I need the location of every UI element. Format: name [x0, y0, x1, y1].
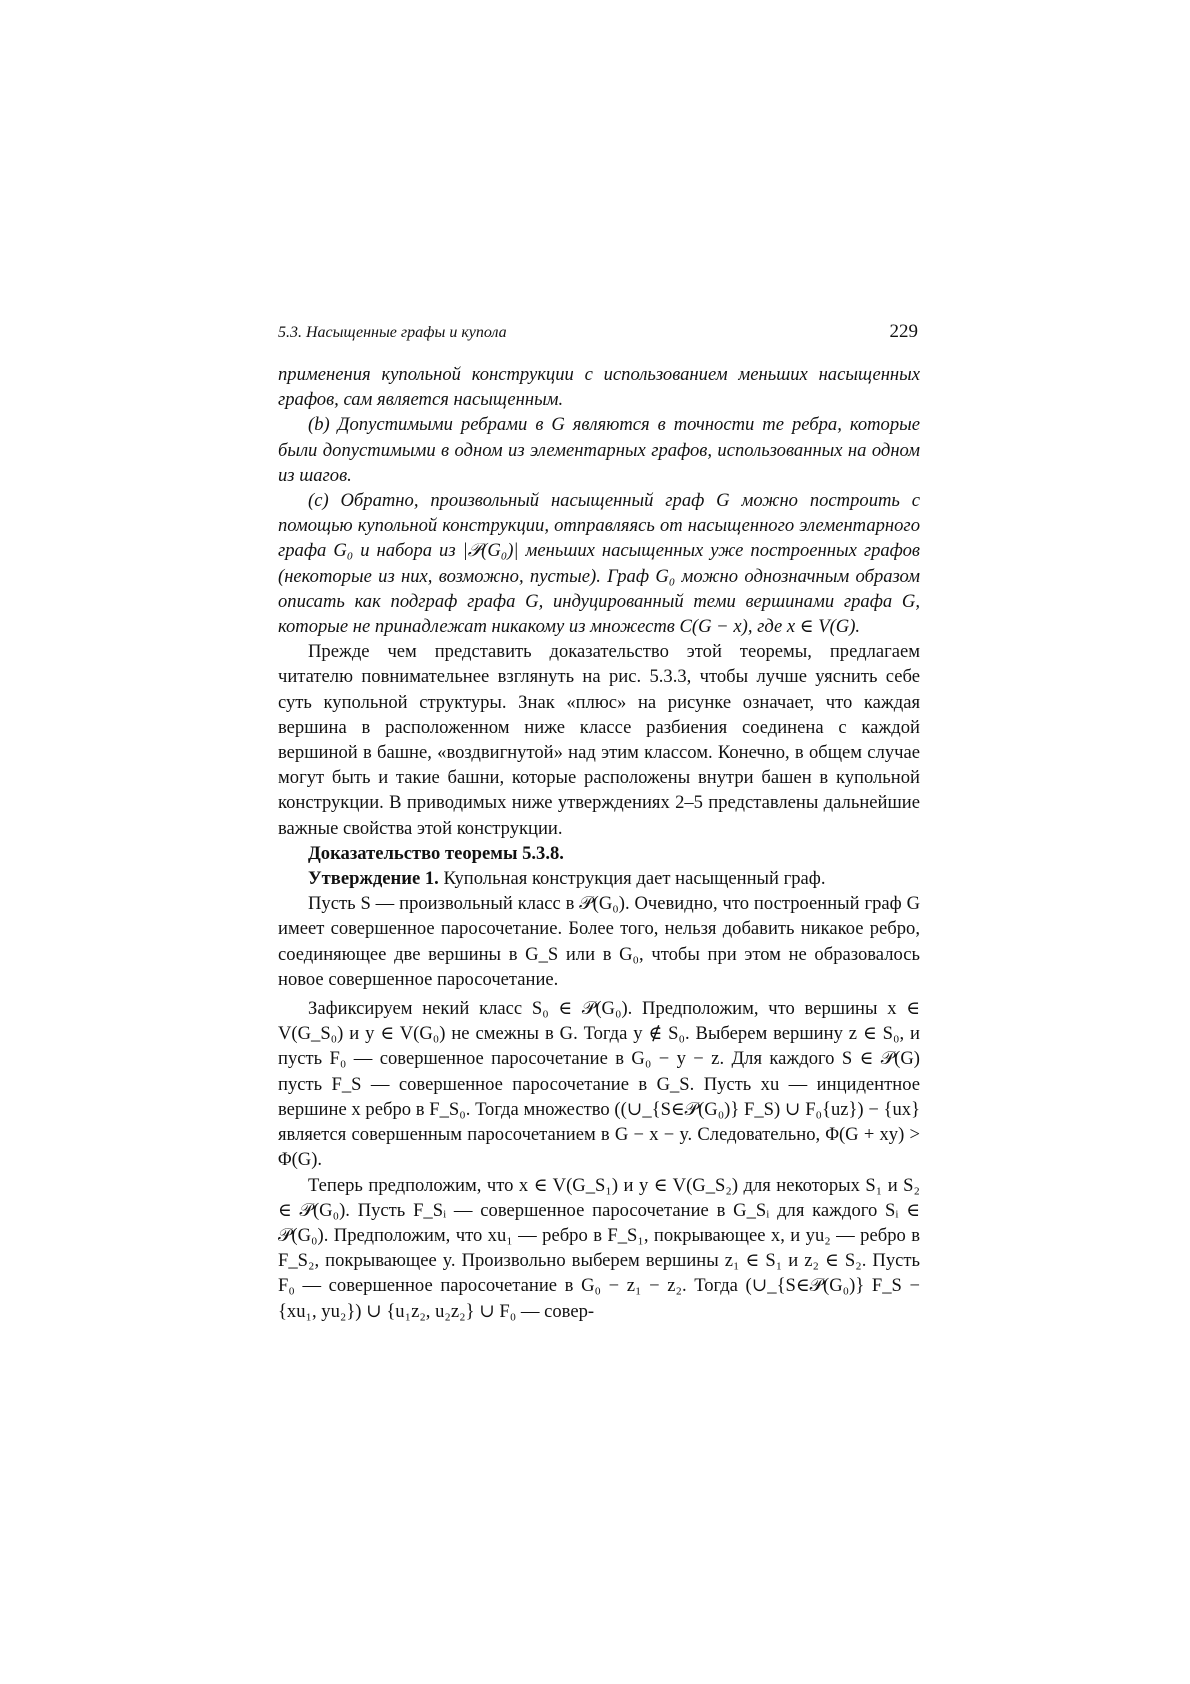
claim-1-text: Купольная конструкция дает насыщенный граф. [443, 868, 826, 890]
proof-heading: Доказательство теоремы 5.3.8. [308, 842, 564, 864]
claim-1-label: Утверждение 1. [308, 868, 439, 890]
paragraph-proof-2: Зафиксируем некий класс S₀ ∈ 𝒫(G₀). Предположим, что вершины x ∈ V(G_S₀) и y ∈ V(G₀) не смежны в G. Тогда y ∉ S₀. Выберем вершину z ∈ S₀, и пусть F₀ — совершенное паросочетание в G₀ − y − z. Для каждого S ∈ 𝒫(G) пусть F_S — совершенное паросочетание в G_S. Пусть xu — инцидентное вершине x ребро в F_S₀. Тогда множество ((∪_{S∈𝒫(G₀)} F_S) ∪ F₀{uz}) − {ux} является совершенным паросочетанием в G − x − y. Следовательно, Φ(G + xy) > Φ(G). [278, 998, 920, 1171]
paragraph-proof-1: Пусть S — произвольный класс в 𝒫(G₀). Очевидно, что построенный граф G имеет совершенное паросочетание. Более того, нельзя добавить никакое ребро, соединяющее две вершины в G_S или в G₀, чтобы при этом не образовалось новое совершенное паросочетание. [278, 893, 920, 990]
paragraph-item-b: (b) Допустимыми ребрами в G являются в точности те ребра, которые были допустимыми в одном из элементарных графов, использованных на одном из шагов. [278, 414, 920, 486]
paragraph-proof-3: Теперь предположим, что x ∈ V(G_S₁) и y ∈ V(G_S₂) для некоторых S₁ и S₂ ∈ 𝒫(G₀). Пусть F_Sᵢ — совершенное паросочетание в G_Sᵢ для каждого Sᵢ ∈ 𝒫(G₀). Предположим, что xu₁ — ребро в F_S₁, покрывающее x, и yu₂ — ребро в F_S₂, покрывающее y. Произвольно выберем вершины z₁ ∈ S₁ и z₂ ∈ S₂. Пусть F₀ — совершенное паросочетание в G₀ − z₁ − z₂. Тогда (∪_{S∈𝒫(G₀)} F_S − {xu₁, yu₂}) ∪ {u₁z₂, u₂z₂} ∪ F₀ — совер- [278, 1174, 920, 1322]
page [278, 318, 920, 1324]
page-number: 229 [889, 321, 918, 342]
paragraph-intro: Прежде чем представить доказательство этой теоремы, предлагаем читателю повнимательнее взглянуть на рис. 5.3.3, чтобы лучше уяснить себе суть купольной структуры. Знак «плюс» на рисунке означает, что каждая вершина в расположенном ниже классе разбиения соединена с каждой вершиной в башне, «воздвигнутой» над этим классом. Конечно, в общем случае могут быть и такие башни, которые расположены внутри башен в купольной конструкции. В приводимых ниже утверждениях 2–5 представлены дальнейшие важные свойства этой конструкции. [278, 641, 920, 839]
paragraph-item-c: (c) Обратно, произвольный насыщенный граф G можно построить с помощью купольной конструкции, отправляясь от насыщенного элементарного графа G₀ и набора из |𝒫(G₀)| меньших насыщенных уже построенных графов (некоторые из них, возможно, пустые). Граф G₀ можно однозначным образом описать как подграф графа G, индуцированный теми вершинами графа G, которые не принадлежат никакому из множеств C(G − x), где x ∈ V(G). [278, 490, 920, 638]
claim-1 [278, 866, 920, 891]
paragraph-continuation: применения купольной конструкции с использованием меньших насыщенных графов, сам является насыщенным. [278, 364, 920, 411]
section-title: 5.3. Насыщенные графы и купола [278, 324, 507, 341]
running-head [278, 318, 920, 352]
